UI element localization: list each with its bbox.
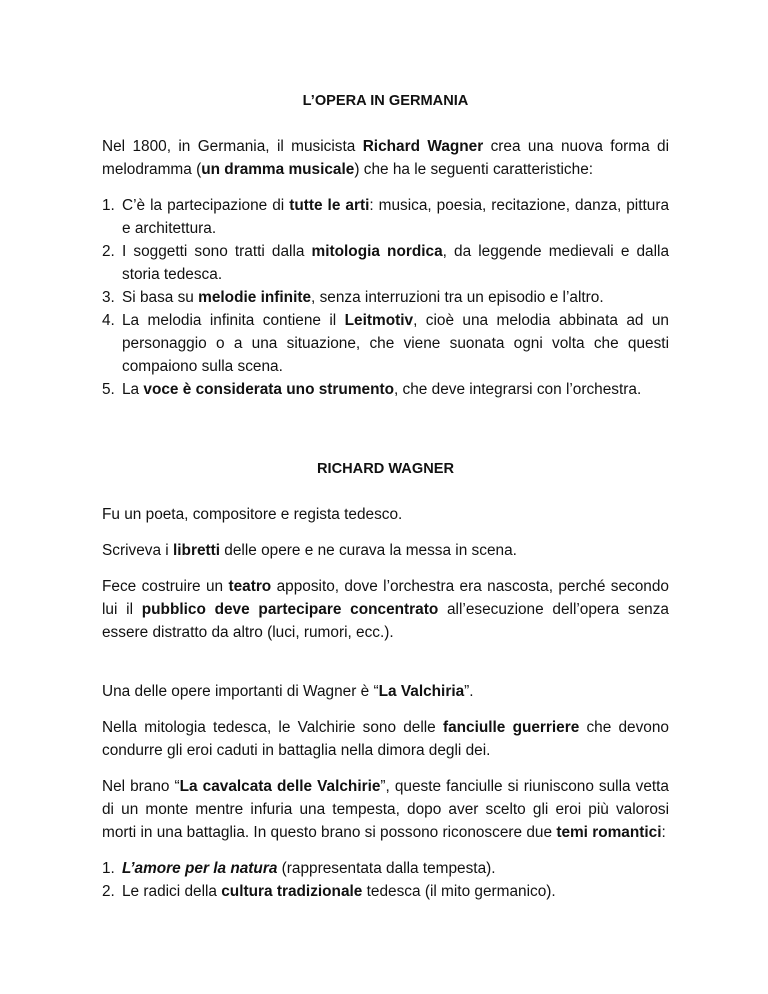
list-item [102,378,669,401]
text-run: : musica, poesia, recitazione, danza, pittura e architettura. [122,197,670,237]
emphasis-text: L’amore per la natura [122,860,278,877]
list-number: 2. [102,883,115,900]
text-run: ”. [464,683,474,700]
bold-text: temi romantici [556,824,662,841]
text-run: Le radici della [122,883,222,900]
text-run: Fece costruire un [102,578,229,595]
bold-text: pubblico deve partecipare concentrato [141,601,439,618]
bold-text: un dramma musicale [201,161,355,178]
document-content [102,90,669,903]
paragraph-poeta [102,503,669,526]
bold-text: melodie infinite [198,289,312,306]
paragraph-cavalcata [102,775,669,844]
list-item [102,880,669,903]
section-title-opera-germania: L’OPERA IN GERMANIA [302,93,469,109]
bold-text: teatro [228,578,272,595]
text-run: ”, queste fanciulle si riuniscono sulla vetta di un monte mentre infuria una tempesta, dopo aver scelto gli eroi più valorosi morti in una battaglia. In questo brano si possono riconoscere due [102,778,669,841]
list-number: 4. [102,312,115,329]
text-run: Nella mitologia tedesca, le Valchirie sono delle [102,719,443,736]
text-run: crea una nuova forma di melodramma ( [102,138,669,178]
text-run: : [661,824,666,841]
text-run: Scriveva i [102,542,173,559]
bold-text: tutte le arti [289,197,370,214]
bold-italic-span [122,860,277,877]
text-run: all’esecuzione dell’opera senza essere distratto da altro (luci, rumori, ecc.). [102,601,669,641]
text-run: I soggetti sono tratti dalla [122,243,312,260]
bold-text: mitologia nordica [311,243,443,260]
list-number: 1. [102,860,115,877]
text-run: tedesca (il mito germanico). [362,883,556,900]
list-number: 1. [102,197,115,214]
list-item [102,857,669,880]
text-run: delle opere e ne curava la messa in scena. [220,542,517,559]
list-item [102,194,669,240]
text-run: La [122,381,144,398]
text-run: C’è la partecipazione di [122,197,290,214]
text-run: Fu un poeta, compositore e regista tedesco. [102,506,403,523]
bold-text: cultura tradizionale [221,883,363,900]
bold-text: fanciulle guerriere [442,719,580,736]
list-item [102,309,669,378]
bold-text: La cavalcata delle Valchirie [179,778,381,795]
text-run: , da leggende medievali e dalla storia tedesca. [122,243,670,283]
paragraph-valchiria [102,680,669,703]
text-run: ) che ha le seguenti caratteristiche: [354,161,594,178]
text-run: Nel brano “ [102,778,180,795]
paragraph-mitologia [102,716,669,762]
text-run: Una delle opere importanti di Wagner è “ [102,683,379,700]
romantic-themes-list [102,857,669,903]
paragraph-libretti [102,539,669,562]
bold-text: Richard Wagner [362,138,484,155]
text-run: La melodia infinita contiene il [122,312,345,329]
text-run: , senza interruzioni tra un episodio e l’altro. [311,289,604,306]
text-run: Si basa su [122,289,199,306]
list-number: 2. [102,243,115,260]
bold-text: La Valchiria [378,683,465,700]
text-run: che devono condurre gli eroi caduti in battaglia nella dimora degli dei. [102,719,669,759]
section-title-richard-wagner: RICHARD WAGNER [316,461,454,477]
bold-text: voce è considerata uno strumento [143,381,394,398]
characteristics-list [102,194,669,401]
text-run: , cioè una melodia abbinata ad un personaggio o a una situazione, che viene suonata ogni volta che questi compaiono sulla scena. [122,312,669,375]
text-run: apposito, dove l’orchestra era nascosta, perché secondo lui il [102,578,669,618]
text-run: , che deve integrarsi con l’orchestra. [394,381,642,398]
list-item [102,240,669,286]
paragraph-teatro [102,575,669,644]
list-number: 3. [102,289,115,306]
bold-text: libretti [173,542,221,559]
bold-text: Leitmotiv [344,312,414,329]
list-number: 5. [102,381,115,398]
text-run: Nel 1800, in Germania, il musicista [102,138,363,155]
intro-paragraph [102,135,669,181]
list-item [102,286,669,309]
text-run: (rappresentata dalla tempesta). [277,860,496,877]
